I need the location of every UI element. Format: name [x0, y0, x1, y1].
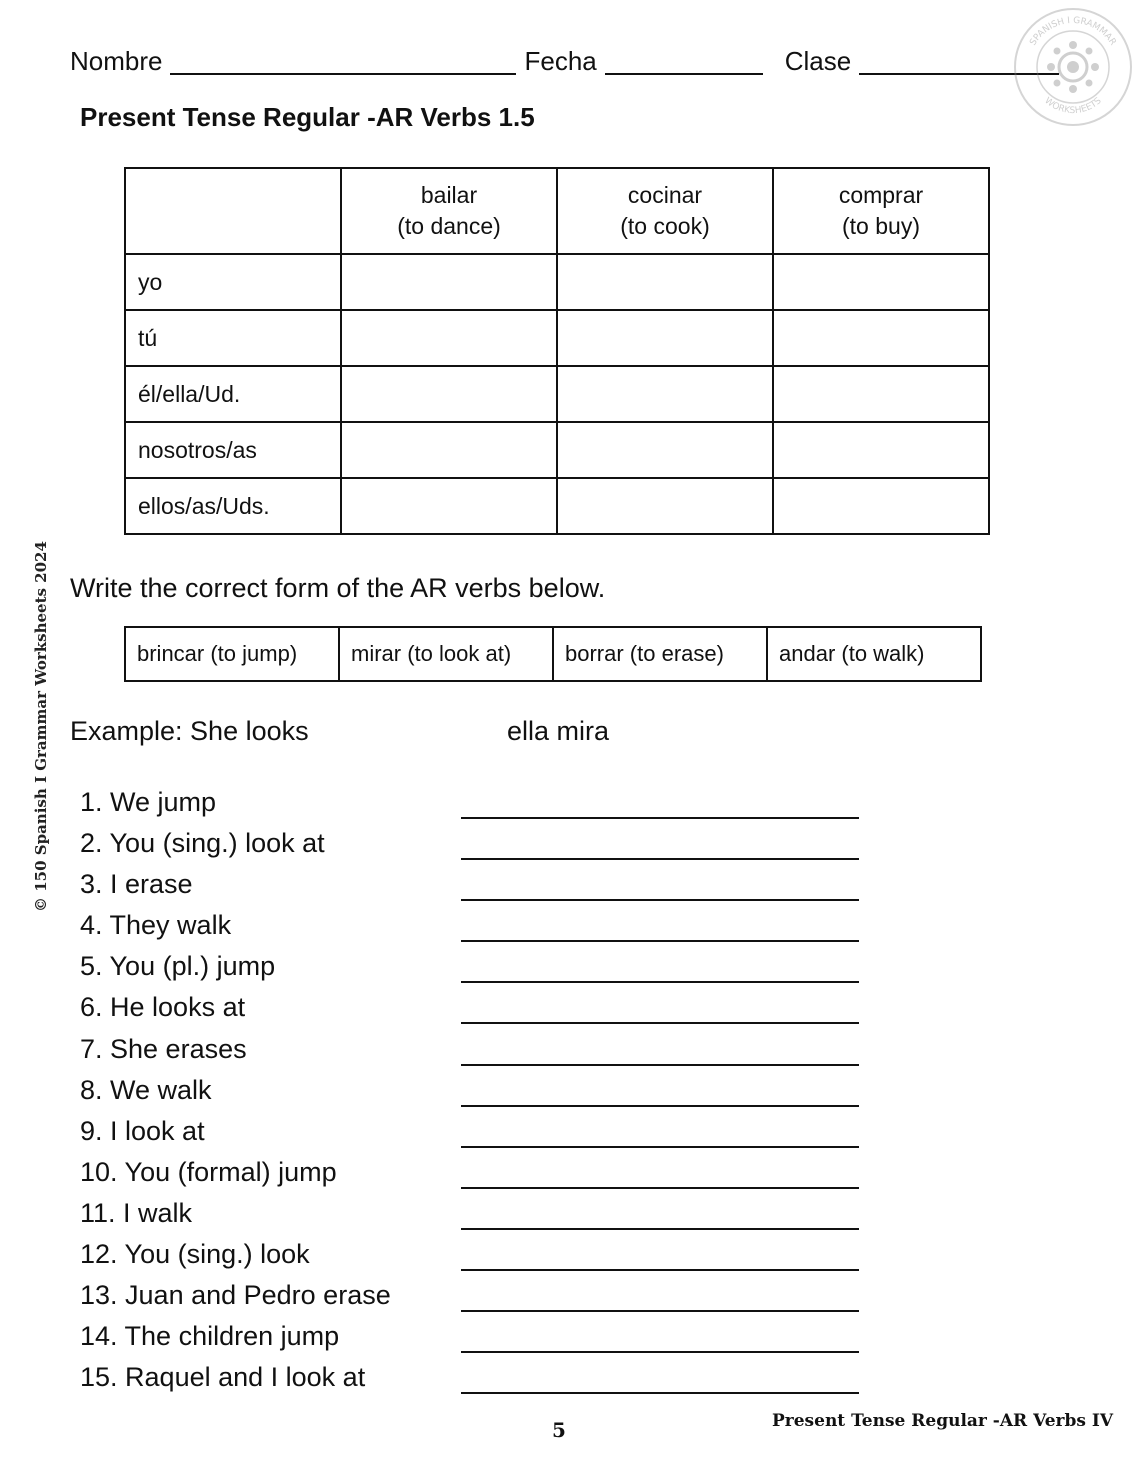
- list-item: [80, 1195, 880, 1236]
- exercise-prompt: 7. She erases: [80, 1033, 247, 1064]
- verb-name: cocinar: [627, 182, 703, 208]
- verb-bank-item: mirar (to look at): [339, 627, 553, 681]
- fecha-blank[interactable]: [605, 49, 763, 75]
- clase-label: Clase: [784, 46, 852, 76]
- exercise-prompt: 11. I walk: [80, 1197, 193, 1228]
- answer-cell[interactable]: [773, 366, 989, 422]
- fecha-label: Fecha: [524, 46, 597, 76]
- list-item: [80, 948, 880, 989]
- verb-translation: (to cook): [620, 213, 710, 239]
- answer-line[interactable]: [461, 1351, 859, 1353]
- verb-bank-row: [125, 627, 981, 681]
- list-item: [80, 866, 880, 907]
- table-row: [125, 254, 989, 310]
- worksheet-seal-logo: [1012, 6, 1134, 128]
- exercise-prompt: 10. You (formal) jump: [80, 1156, 337, 1187]
- verb-bank-item: andar (to walk): [767, 627, 981, 681]
- list-item: [80, 1318, 880, 1359]
- exercise-list: [80, 784, 880, 1400]
- exercise-prompt: 12. You (sing.) look: [80, 1239, 310, 1270]
- answer-cell[interactable]: [341, 366, 557, 422]
- answer-line[interactable]: [461, 1392, 859, 1394]
- verb-header-bailar: [341, 168, 557, 254]
- answer-cell[interactable]: [341, 254, 557, 310]
- verb-bank-table: [124, 626, 982, 682]
- answer-line[interactable]: [461, 1146, 859, 1148]
- answer-cell[interactable]: [341, 422, 557, 478]
- exercise-prompt: 4. They walk: [80, 910, 232, 941]
- table-row: [125, 310, 989, 366]
- verb-bank-item: brincar (to jump): [125, 627, 339, 681]
- answer-line[interactable]: [461, 1310, 859, 1312]
- answer-line[interactable]: [461, 981, 859, 983]
- exercise-prompt: 9. I look at: [80, 1115, 205, 1146]
- name-date-class-header: [70, 46, 1059, 77]
- example-line: [70, 716, 770, 747]
- nombre-field: [70, 46, 524, 77]
- fecha-field: [524, 46, 784, 77]
- verb-name: bailar: [420, 182, 478, 208]
- svg-text:WORKSHEETS: WORKSHEETS: [1042, 96, 1104, 117]
- answer-cell[interactable]: [773, 254, 989, 310]
- verb-bank-item: borrar (to erase): [553, 627, 767, 681]
- exercise-prompt: 14. The children jump: [80, 1321, 340, 1352]
- table-row: [125, 366, 989, 422]
- answer-line[interactable]: [461, 1187, 859, 1189]
- list-item: [80, 1072, 880, 1113]
- answer-cell[interactable]: [341, 310, 557, 366]
- answer-line[interactable]: [461, 1228, 859, 1230]
- svg-text:SPANISH I GRAMMAR: SPANISH I GRAMMAR: [1028, 15, 1118, 48]
- nombre-blank[interactable]: [170, 49, 516, 75]
- answer-line[interactable]: [461, 940, 859, 942]
- exercise-prompt: 8. We walk: [80, 1074, 212, 1105]
- verb-header-comprar: [773, 168, 989, 254]
- answer-line[interactable]: [461, 1269, 859, 1271]
- pronoun-cell: nosotros/as: [125, 422, 341, 478]
- copyright-notice: © 150 Spanish I Grammar Worksheets 2024: [32, 541, 50, 912]
- list-item: [80, 1359, 880, 1400]
- exercise-prompt: 13. Juan and Pedro erase: [80, 1280, 391, 1311]
- exercise-prompt: 5. You (pl.) jump: [80, 951, 276, 982]
- answer-line[interactable]: [461, 899, 859, 901]
- answer-line[interactable]: [461, 858, 859, 860]
- exercise-prompt: 1. We jump: [80, 787, 217, 817]
- answer-cell[interactable]: [773, 310, 989, 366]
- list-item: [80, 1031, 880, 1072]
- page-number: 5: [552, 1418, 566, 1442]
- list-item: [80, 1113, 880, 1154]
- nombre-label: Nombre: [70, 46, 163, 76]
- list-item: [80, 907, 880, 948]
- answer-cell[interactable]: [557, 310, 773, 366]
- exercise-prompt: 15. Raquel and I look at: [80, 1362, 366, 1393]
- answer-cell[interactable]: [557, 366, 773, 422]
- pronoun-cell: él/ella/Ud.: [125, 366, 341, 422]
- answer-cell[interactable]: [557, 478, 773, 534]
- pronoun-cell: ellos/as/Uds.: [125, 478, 341, 534]
- list-item: [80, 1277, 880, 1318]
- verb-header-cocinar: [557, 168, 773, 254]
- conjugation-table: [124, 167, 990, 535]
- list-item: [80, 1236, 880, 1277]
- list-item: [80, 1154, 880, 1195]
- answer-line[interactable]: [461, 817, 859, 819]
- list-item: [80, 825, 880, 866]
- worksheet-title: Present Tense Regular -AR Verbs 1.5: [80, 102, 535, 132]
- answer-cell[interactable]: [773, 422, 989, 478]
- table-header-row: [125, 168, 989, 254]
- answer-cell[interactable]: [557, 254, 773, 310]
- pronoun-cell: tú: [125, 310, 341, 366]
- verb-translation: (to dance): [397, 213, 501, 239]
- verb-name: comprar: [838, 182, 924, 208]
- pronoun-header-cell: [125, 168, 341, 254]
- answer-line[interactable]: [461, 1064, 859, 1066]
- exercise-prompt: 2. You (sing.) look at: [80, 828, 325, 859]
- example-answer: ella mira: [507, 716, 610, 746]
- footer-section-title: Present Tense Regular -AR Verbs IV: [772, 1411, 1114, 1431]
- table-row: [125, 422, 989, 478]
- exercise-prompt: 6. He looks at: [80, 992, 246, 1023]
- answer-cell[interactable]: [773, 478, 989, 534]
- instructions-text: Write the correct form of the AR verbs below.: [70, 573, 606, 603]
- answer-line[interactable]: [461, 1105, 859, 1107]
- verb-translation: (to buy): [842, 213, 920, 239]
- answer-cell[interactable]: [341, 478, 557, 534]
- answer-line[interactable]: [461, 1022, 859, 1024]
- list-item: [80, 989, 880, 1030]
- table-row: [125, 478, 989, 534]
- exercise-prompt: 3. I erase: [80, 869, 193, 900]
- list-item: [80, 784, 880, 825]
- pronoun-cell: yo: [125, 254, 341, 310]
- answer-cell[interactable]: [557, 422, 773, 478]
- example-prompt: Example: She looks: [70, 716, 309, 746]
